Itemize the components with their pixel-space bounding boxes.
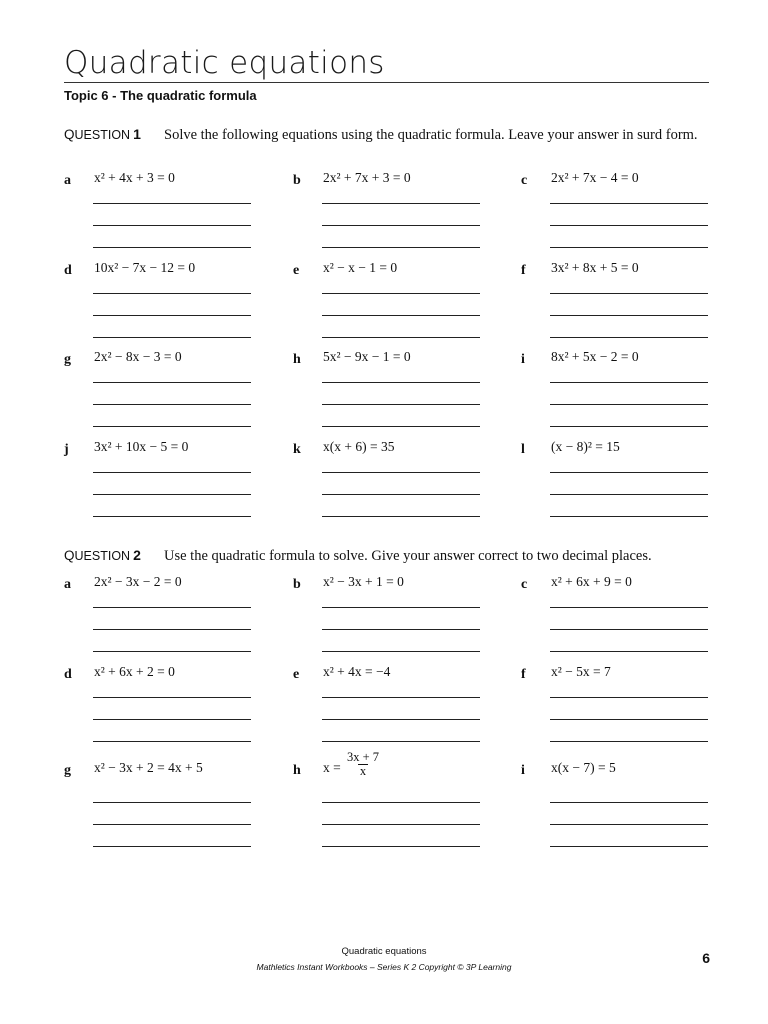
equation: 2x² + 7x − 4 = 0 (551, 170, 639, 185)
answer-line[interactable] (322, 651, 480, 652)
item-letter: b (293, 577, 301, 592)
equation: x² − 5x = 7 (551, 664, 611, 679)
equation: 5x² − 9x − 1 = 0 (323, 349, 411, 364)
answer-line[interactable] (550, 651, 708, 652)
answer-line[interactable] (550, 607, 708, 608)
fraction-numerator: 3x + 7 (347, 750, 380, 764)
item-letter: g (64, 763, 71, 778)
answer-line[interactable] (550, 337, 708, 338)
answer-line[interactable] (93, 247, 251, 248)
equation (323, 750, 380, 778)
answer-line[interactable] (322, 741, 480, 742)
answer-line[interactable] (322, 247, 480, 248)
answer-line[interactable] (322, 315, 480, 316)
equation: x(x − 7) = 5 (551, 760, 616, 775)
item-letter: a (64, 577, 71, 592)
equation: 2x² − 3x − 2 = 0 (94, 574, 182, 589)
footer-title: Quadratic equations (341, 946, 427, 957)
answer-line[interactable] (322, 846, 480, 847)
answer-line[interactable] (93, 472, 251, 473)
answer-line[interactable] (322, 426, 480, 427)
equation: x² − x − 1 = 0 (323, 260, 398, 275)
answer-line[interactable] (93, 607, 251, 608)
question-1-number: 1 (133, 126, 141, 142)
answer-line[interactable] (93, 494, 251, 495)
equation: x² + 6x + 2 = 0 (94, 664, 175, 679)
answer-line[interactable] (322, 802, 480, 803)
item-letter: a (64, 173, 71, 188)
question-2-number: 2 (133, 547, 141, 563)
item-letter: c (521, 173, 528, 188)
answer-line[interactable] (93, 802, 251, 803)
answer-line[interactable] (322, 404, 480, 405)
item-letter: e (293, 667, 300, 682)
answer-line[interactable] (322, 719, 480, 720)
equation: 3x² + 8x + 5 = 0 (551, 260, 639, 275)
answer-line[interactable] (550, 719, 708, 720)
item-letter: h (293, 352, 301, 367)
answer-line[interactable] (93, 824, 251, 825)
equation: x² + 6x + 9 = 0 (551, 574, 632, 589)
equation: (x − 8)² = 15 (551, 439, 620, 454)
item-letter: f (521, 667, 526, 682)
equation: 8x² + 5x − 2 = 0 (551, 349, 639, 364)
footer-copyright: Mathletics Instant Workbooks – Series K 2 Copyright © 3P Learning (256, 962, 512, 972)
answer-line[interactable] (550, 516, 708, 517)
question-1-label-rest: UESTION (74, 128, 131, 142)
item-letter: i (521, 352, 525, 367)
answer-line[interactable] (93, 225, 251, 226)
answer-line[interactable] (93, 293, 251, 294)
answer-line[interactable] (93, 741, 251, 742)
answer-line[interactable] (550, 629, 708, 630)
answer-line[interactable] (322, 516, 480, 517)
answer-line[interactable] (93, 651, 251, 652)
item-letter: h (293, 763, 301, 778)
answer-line[interactable] (93, 404, 251, 405)
answer-line[interactable] (93, 337, 251, 338)
answer-line[interactable] (93, 629, 251, 630)
answer-line[interactable] (550, 426, 708, 427)
answer-line[interactable] (322, 494, 480, 495)
answer-line[interactable] (550, 741, 708, 742)
item-letter: c (521, 577, 528, 592)
question-1-label (64, 126, 141, 142)
answer-line[interactable] (550, 203, 708, 204)
equation: 2x² − 8x − 3 = 0 (94, 349, 182, 364)
item-letter: g (64, 352, 71, 367)
item-letter: d (64, 263, 72, 278)
equation: 10x² − 7x − 12 = 0 (94, 260, 196, 275)
equation: x² + 4x = −4 (323, 664, 391, 679)
answer-line[interactable] (93, 203, 251, 204)
answer-line[interactable] (550, 404, 708, 405)
answer-line[interactable] (322, 293, 480, 294)
equation: x² − 3x + 1 = 0 (323, 574, 404, 589)
equation-lhs: x = (323, 760, 341, 775)
fraction-denominator: x (359, 764, 367, 778)
topic-subtitle: Topic 6 - The quadratic formula (64, 88, 257, 103)
answer-line[interactable] (550, 225, 708, 226)
question-2-label (64, 547, 141, 563)
item-letter: b (293, 173, 301, 188)
item-letter: k (293, 442, 301, 457)
question-2-label-rest: UESTION (74, 549, 131, 563)
item-letter: i (521, 763, 525, 778)
page-number: 6 (702, 950, 710, 966)
question-1-instruction: Solve the following equations using the quadratic formula. Leave your answer in surd form. (164, 127, 698, 143)
equation: 2x² + 7x + 3 = 0 (323, 170, 411, 185)
item-letter: e (293, 263, 300, 278)
item-letter: d (64, 667, 72, 682)
title-rule (64, 82, 709, 83)
answer-line[interactable] (322, 824, 480, 825)
answer-line[interactable] (550, 846, 708, 847)
item-letter: f (521, 263, 526, 278)
answer-line[interactable] (93, 719, 251, 720)
answer-line[interactable] (322, 382, 480, 383)
answer-line[interactable] (322, 629, 480, 630)
answer-line[interactable] (93, 382, 251, 383)
answer-line[interactable] (550, 824, 708, 825)
equation-fraction (347, 751, 379, 778)
answer-line[interactable] (550, 382, 708, 383)
equation: x(x + 6) = 35 (323, 439, 395, 454)
answer-line[interactable] (322, 472, 480, 473)
answer-line[interactable] (322, 337, 480, 338)
answer-line[interactable] (550, 472, 708, 473)
item-letter: l (521, 442, 525, 457)
question-1-label-cap: Q (64, 127, 75, 142)
equation: 3x² + 10x − 5 = 0 (94, 439, 189, 454)
answer-line[interactable] (550, 247, 708, 248)
answer-line[interactable] (550, 494, 708, 495)
question-2-instruction: Use the quadratic formula to solve. Give your answer correct to two decimal places. (164, 548, 652, 564)
item-letter: j (64, 442, 69, 457)
answer-line[interactable] (550, 802, 708, 803)
answer-line[interactable] (322, 203, 480, 204)
answer-line[interactable] (322, 697, 480, 698)
equation: x² + 4x + 3 = 0 (94, 170, 175, 185)
page-title: Quadratic equations (64, 45, 385, 81)
equation: x² − 3x + 2 = 4x + 5 (94, 760, 203, 775)
answer-line[interactable] (93, 315, 251, 316)
answer-line[interactable] (93, 697, 251, 698)
question-2-label-cap: Q (64, 548, 75, 563)
answer-line[interactable] (550, 293, 708, 294)
answer-line[interactable] (93, 846, 251, 847)
answer-line[interactable] (93, 516, 251, 517)
answer-line[interactable] (550, 697, 708, 698)
answer-line[interactable] (322, 225, 480, 226)
answer-line[interactable] (550, 315, 708, 316)
answer-line[interactable] (93, 426, 251, 427)
answer-line[interactable] (322, 607, 480, 608)
